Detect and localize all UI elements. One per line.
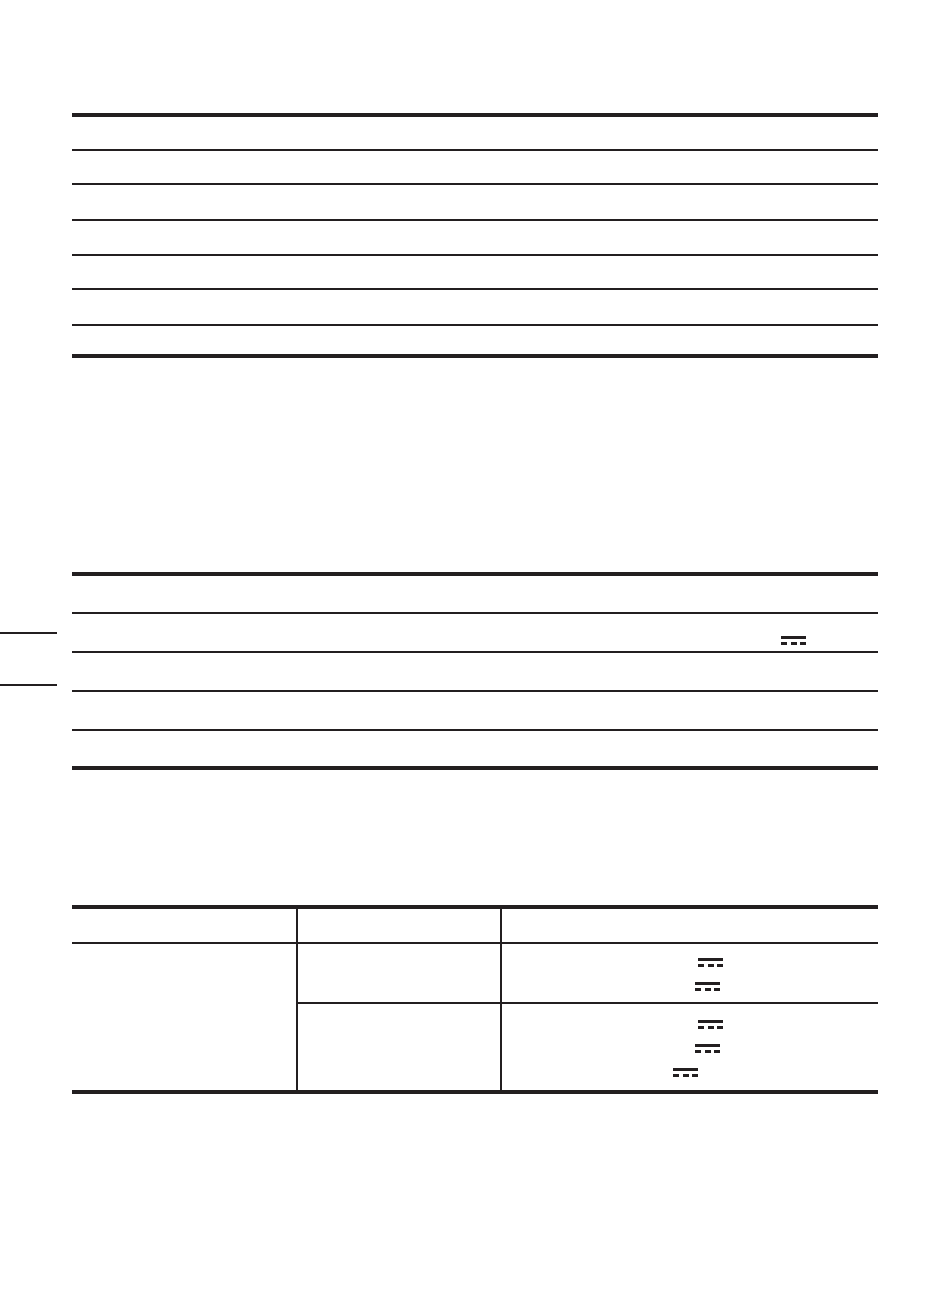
dc-symbol-icon: [781, 636, 806, 646]
table-2-bottom-rule: [72, 766, 878, 770]
margin-mark: [0, 632, 57, 634]
table-3-row-divider: [297, 1002, 878, 1004]
dc-symbol-icon: [673, 1068, 698, 1078]
table-3-column-divider: [296, 905, 298, 1094]
table-3-top-rule: [72, 905, 878, 909]
table-2-row-divider: [72, 651, 878, 653]
table-1-row-divider: [72, 324, 878, 326]
margin-mark: [0, 684, 57, 686]
table-1-top-rule: [72, 113, 878, 117]
table-1-row-divider: [72, 219, 878, 221]
dc-symbol-icon: [695, 1044, 720, 1054]
table-1-bottom-rule: [72, 354, 878, 358]
table-2-row-divider: [72, 612, 878, 614]
table-2-top-rule: [72, 572, 878, 576]
table-2-row-divider: [72, 690, 878, 692]
table-3-header-rule: [72, 942, 878, 944]
dc-symbol-icon: [698, 1020, 723, 1030]
table-3-column-divider: [500, 905, 502, 1094]
dc-symbol-icon: [698, 958, 723, 968]
table-3-bottom-rule: [72, 1090, 878, 1094]
table-1-row-divider: [72, 254, 878, 256]
table-1-row-divider: [72, 149, 878, 151]
table-1-row-divider: [72, 183, 878, 185]
table-1-row-divider: [72, 288, 878, 290]
table-2-row-divider: [72, 729, 878, 731]
dc-symbol-icon: [695, 982, 720, 992]
